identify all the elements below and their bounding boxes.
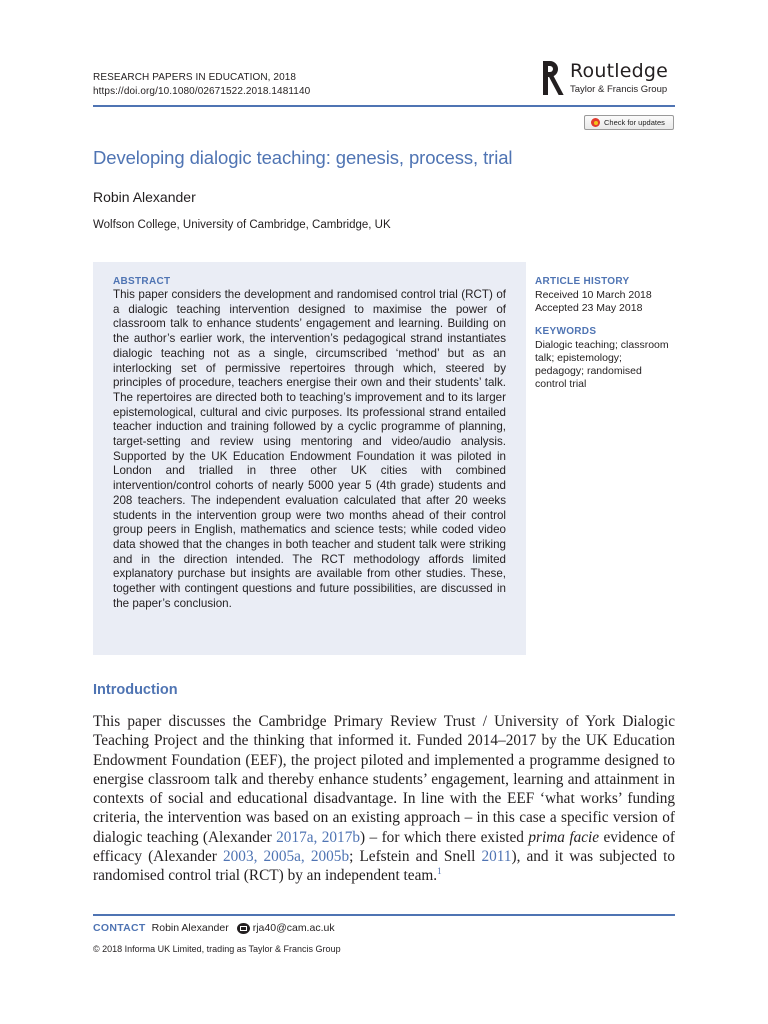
copyright: © 2018 Informa UK Limited, trading as Taylor & Francis Group — [93, 944, 341, 954]
footer-rule — [93, 914, 675, 916]
journal-header — [93, 71, 310, 99]
citation-link[interactable]: 2017a, 2017b — [276, 828, 361, 846]
keyword-line: talk; epistemology; — [535, 352, 622, 364]
citation-link[interactable]: 2003, 2005a, 2005b — [223, 848, 350, 866]
publisher-name: Routledge — [570, 60, 669, 82]
journal-citation: RESEARCH PAPERS IN EDUCATION, 2018 — [93, 72, 297, 83]
abstract-label: ABSTRACT — [113, 276, 171, 287]
check-for-updates-button[interactable] — [584, 115, 674, 130]
intro-paragraph: This paper discusses the Cambridge Primary Review Trust / University of York Dialogic Teaching Project and the thinking that informed it. Funded 2014–2017 by the UK Education Endowment Foundation (EEF), the project piloted and implemented a programme designed to energise classroom talk and thereby enhance students’ engagement, learning and attainment in contexts of social and educational disadvantage. In line with the EEF ‘what works’ funding criteria, the intervention was based on an existing approach – in this case a specific version of dialogic teaching (Alexander 2017a, 2017b) – for which there existed prima facie evidence of efficacy (Alexander 2003, 2005a, 2005b; Lefstein and Snell 2011), and it was subjected to randomised control trial (RCT) by an independent team.$^1$ — [93, 713, 676, 885]
contact-line — [93, 922, 335, 934]
doi-link[interactable]: https://doi.org/10.1080/02671522.2018.1481140 — [93, 86, 311, 97]
contact-label: CONTACT — [93, 922, 146, 934]
author-affiliation: Wolfson College, University of Cambridge, Cambridge, UK — [93, 219, 391, 231]
article-history — [535, 276, 685, 315]
author-name: Robin Alexander — [93, 189, 196, 205]
keyword-line: pedagogy; randomised — [535, 365, 642, 377]
contact-email[interactable]: rja40@cam.ac.uk — [252, 922, 335, 934]
article-title: Developing dialogic teaching: genesis, process, trial — [93, 147, 513, 168]
check-for-updates-label: Check for updates — [604, 118, 665, 127]
accepted-date: Accepted 23 May 2018 — [535, 302, 643, 314]
publisher-logo — [540, 61, 668, 97]
citation-link[interactable]: 2011 — [481, 848, 512, 866]
keyword-line: control trial — [535, 378, 587, 390]
contact-name: Robin Alexander — [151, 922, 229, 934]
footnote-link[interactable]: 1 — [437, 866, 442, 877]
crossmark-icon — [591, 118, 600, 127]
header-rule — [93, 105, 675, 107]
abstract-text: This paper considers the development and randomised control trial (RCT) of a dialogic teaching intervention designed to maximise the power of classroom talk to enhance students’ engagement and learning. Building on the author’s earlier work, the intervention’s pedagogical strand instantiates dialogic teaching not as a single, circumscribed ‘method’ but as an interlocking set of permissive repertoires through which, steered by principles of procedure, teachers energise their own and their students’ talk. The repertoires are directed both to teaching’s improvement and to its larger epistemological, cultural and civic purposes. Its professional strand entailed teacher induction and training followed by a cyclic programme of planning, target-setting and review using mentoring and video/audio analysis. Supported by the UK Education Endowment Foundation it was piloted in London and trialled in three other UK cities with combined intervention/control cohorts of nearly 5000 year 5 (4th grade) students and 208 teachers. The independent evaluation calculated that after 20 weeks students in the intervention group were two months ahead of their control group peers in English, mathematics and science tests; while coded video data showed that the changes in both teacher and student talk were striking and in the direction intended. The RCT methodology affords limited explanatory purchase but insights are available from other studies. These, together with contingent questions and future possibilities, are discussed in the paper’s conclusion. — [113, 288, 506, 610]
section-heading: Introduction — [93, 682, 178, 698]
publisher-group: Taylor & Francis Group — [570, 84, 668, 95]
email-icon — [237, 923, 250, 934]
keyword-line: Dialogic teaching; classroom — [535, 339, 669, 351]
routledge-logo-icon — [540, 61, 560, 95]
keywords — [535, 326, 685, 391]
received-date: Received 10 March 2018 — [535, 289, 652, 301]
keywords-label: KEYWORDS — [535, 326, 597, 337]
article-history-label: ARTICLE HISTORY — [535, 276, 630, 287]
